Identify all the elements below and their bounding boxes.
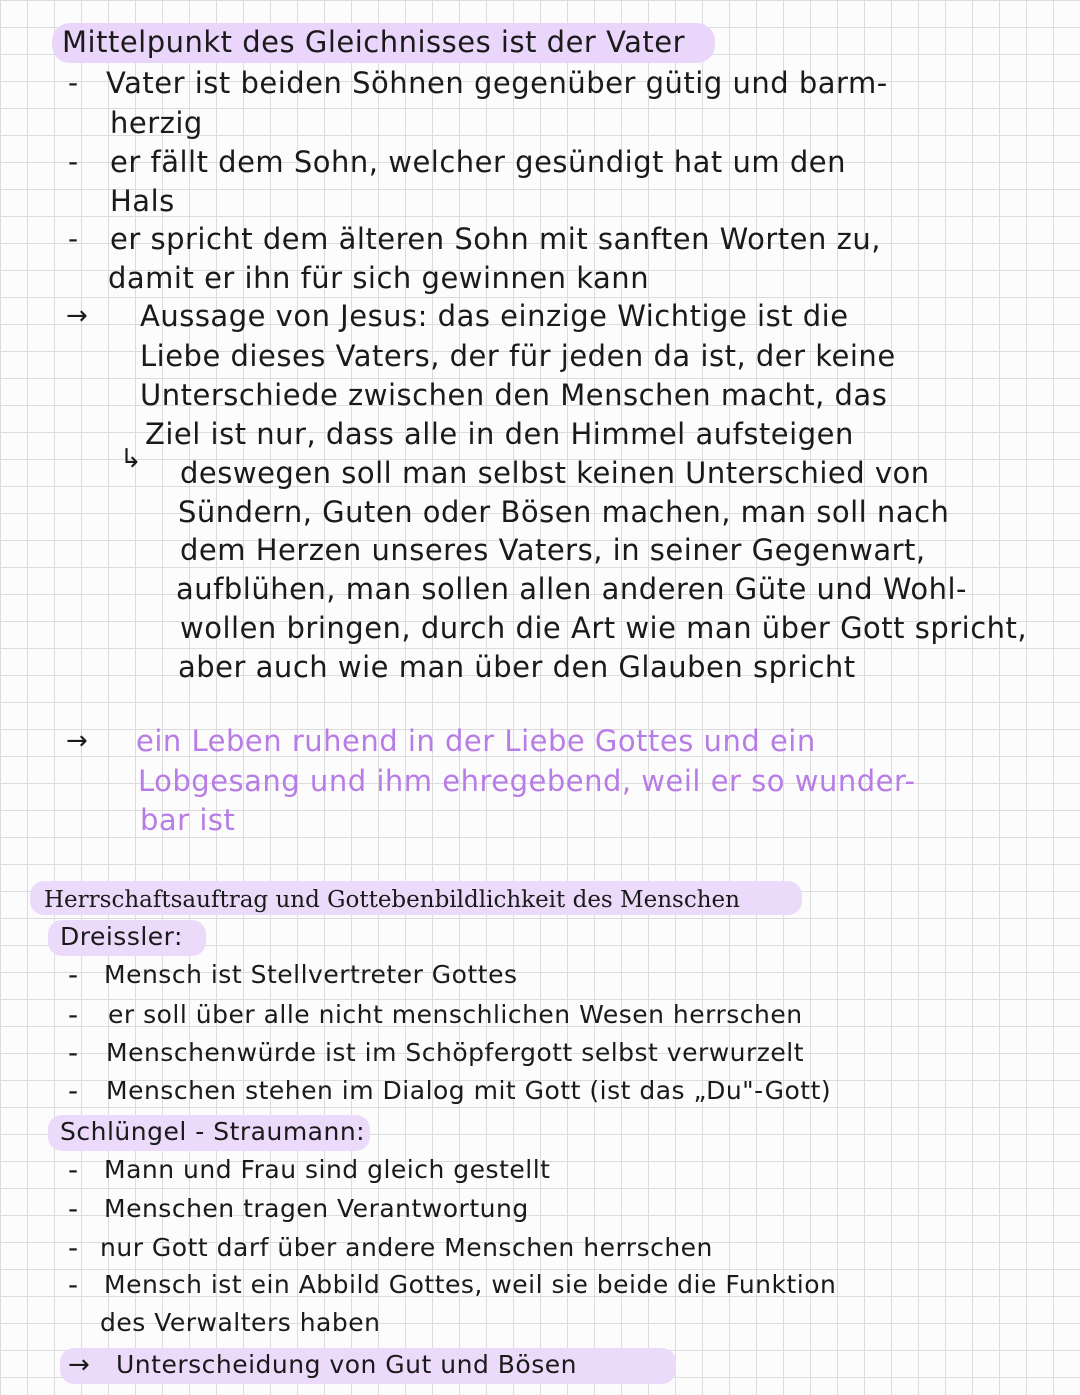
bullet-dash: -	[68, 145, 79, 178]
schluengel-bullet-3: nur Gott darf über andere Menschen herrschen	[100, 1233, 713, 1262]
schluengel-bullet-4-line-1: Mensch ist ein Abbild Gottes, weil sie beide die Funktion	[104, 1270, 837, 1299]
bullet-dash: -	[68, 1036, 79, 1069]
bullet-dash: -	[68, 958, 79, 991]
consequence-line-5: wollen bringen, durch die Art wie man über Gott spricht,	[180, 611, 1028, 645]
conclusion-line-2: Lobgesang und ihm ehregebend, weil er so wunder-	[138, 764, 916, 798]
conclusion-line-1: ein Leben ruhend in der Liebe Gottes und ein	[136, 724, 816, 758]
bullet-dash: -	[68, 222, 79, 255]
schluengel-bullet-4-line-2: des Verwalters haben	[100, 1308, 381, 1337]
result-text: Unterscheidung von Gut und Bösen	[116, 1350, 577, 1379]
conclusion-line-3: bar ist	[140, 803, 236, 837]
statement-line-4: Ziel ist nur, dass alle in den Himmel aufsteigen	[145, 417, 854, 451]
bullet-dash: -	[68, 1074, 79, 1107]
dreissler-bullet-2: er soll über alle nicht menschlichen Wesen herrschen	[108, 1000, 803, 1029]
schluengel-bullet-2: Menschen tragen Verantwortung	[104, 1194, 529, 1223]
bullet-dash: -	[68, 66, 79, 99]
bullet-1-line-2: herzig	[110, 106, 203, 140]
section2-heading: Herrschaftsauftrag und Gottebenbildlichkeit des Menschen	[44, 887, 740, 913]
right-arrow-icon: →	[66, 301, 88, 331]
dreissler-bullet-3: Menschenwürde ist im Schöpfergott selbst verwurzelt	[106, 1038, 805, 1067]
dreissler-bullet-1: Mensch ist Stellvertreter Gottes	[104, 960, 518, 989]
bullet-dash: -	[68, 998, 79, 1031]
statement-line-1: Aussage von Jesus: das einzige Wichtige ist die	[140, 299, 849, 333]
bullet-dash: -	[68, 1268, 79, 1301]
consequence-line-2: Sündern, Guten oder Bösen machen, man soll nach	[178, 495, 950, 529]
bullet-3-line-1: er spricht dem älteren Sohn mit sanften Worten zu,	[110, 222, 881, 256]
schluengel-bullet-1: Mann und Frau sind gleich gestellt	[104, 1155, 551, 1184]
bullet-2-line-2: Hals	[110, 184, 175, 218]
right-arrow-icon: →	[68, 1350, 90, 1380]
schluengel-label: Schlüngel - Straumann:	[60, 1117, 366, 1146]
bullet-dash: -	[68, 1192, 79, 1225]
bullet-3-line-2: damit er ihn für sich gewinnen kann	[108, 261, 650, 295]
bullet-2-line-1: er fällt dem Sohn, welcher gesündigt hat um den	[110, 145, 846, 179]
bullet-dash: -	[68, 1231, 79, 1264]
bullet-1-line-1: Vater ist beiden Söhnen gegenüber gütig und barm-	[106, 66, 888, 100]
consequence-line-4: aufblühen, man sollen allen anderen Güte und Wohl-	[176, 572, 968, 606]
consequence-line-1: deswegen soll man selbst keinen Unterschied von	[180, 456, 930, 490]
statement-line-3: Unterschiede zwischen den Menschen macht, das	[140, 378, 888, 412]
consequence-line-6: aber auch wie man über den Glauben spricht	[178, 650, 856, 684]
dreissler-label: Dreissler:	[60, 922, 183, 951]
bullet-dash: -	[68, 1153, 79, 1186]
corner-arrow-icon: ↳	[120, 444, 142, 474]
right-arrow-icon: →	[66, 726, 88, 756]
dreissler-bullet-4: Menschen stehen im Dialog mit Gott (ist das „Du"-Gott)	[106, 1076, 832, 1105]
section1-heading: Mittelpunkt des Gleichnisses ist der Vater	[52, 25, 715, 59]
consequence-line-3: dem Herzen unseres Vaters, in seiner Gegenwart,	[180, 533, 926, 567]
statement-line-2: Liebe dieses Vaters, der für jeden da ist, der keine	[140, 339, 896, 373]
